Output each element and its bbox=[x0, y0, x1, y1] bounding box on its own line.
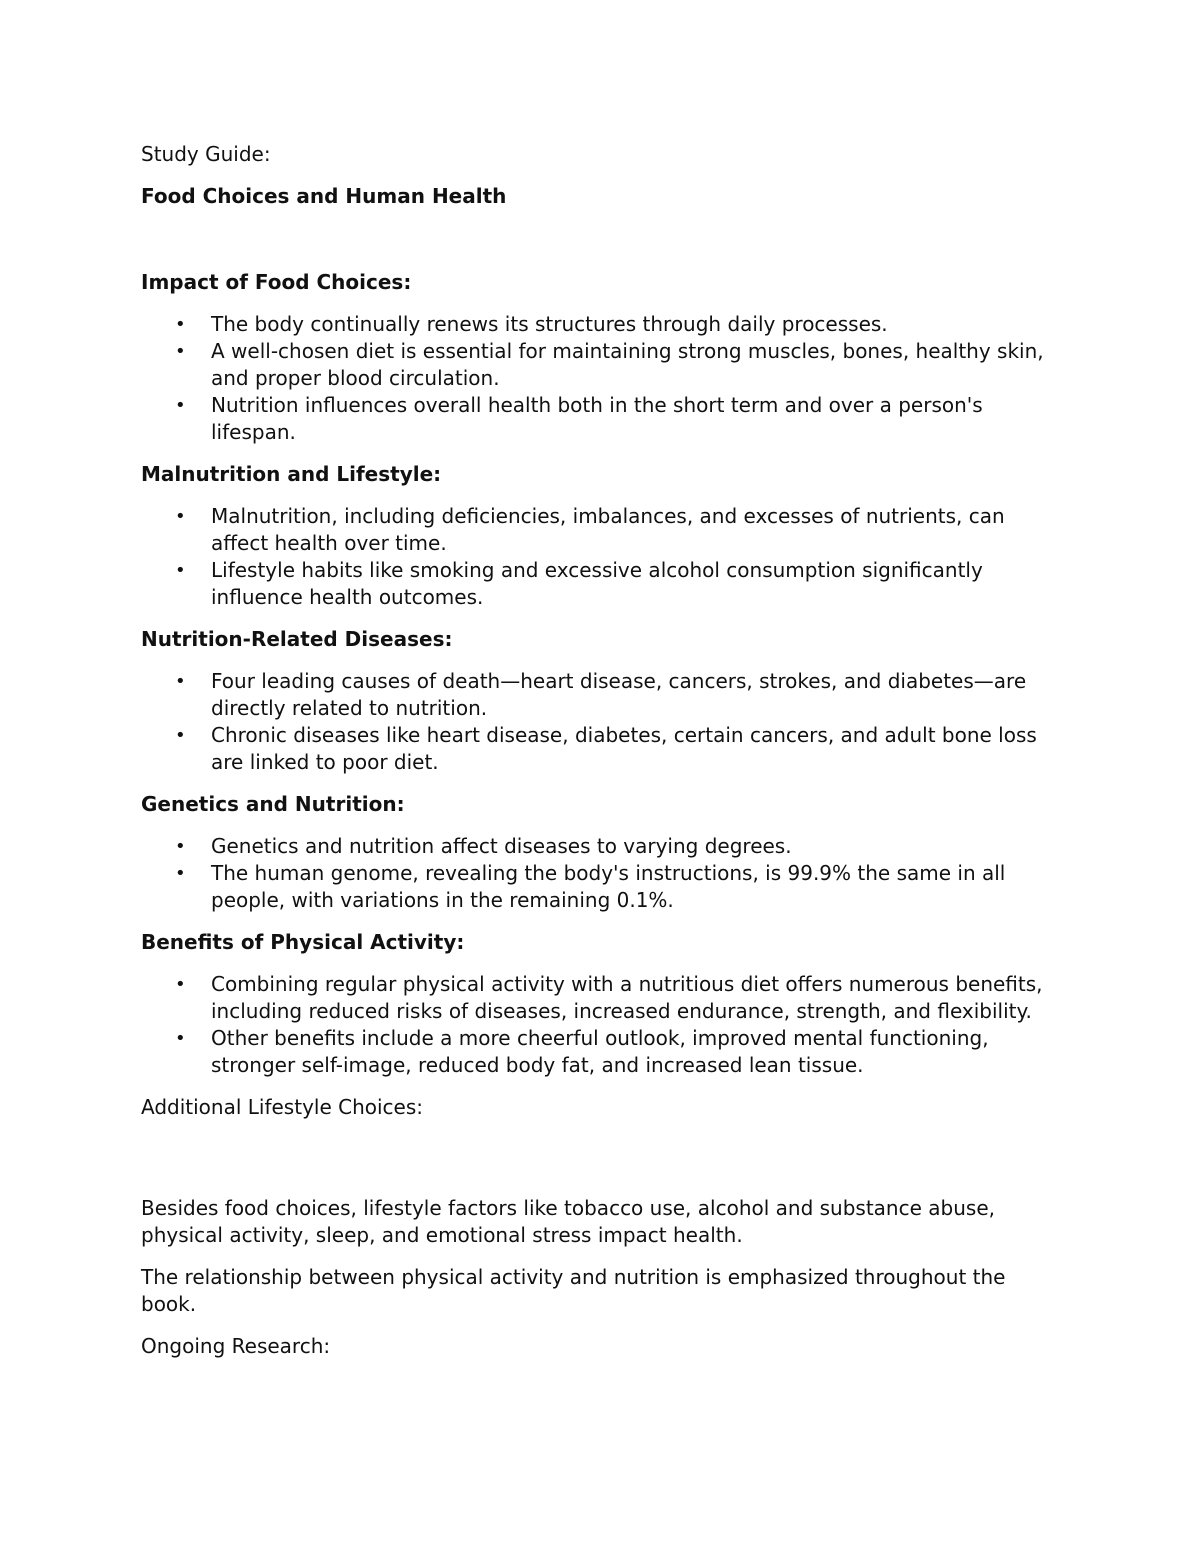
section-heading-physical-activity: Benefits of Physical Activity: bbox=[141, 930, 465, 954]
pre-title: Study Guide: bbox=[141, 142, 271, 166]
paragraph: Besides food choices, lifestyle factors like tobacco use, alcohol and substance abuse, physical activity, sleep, and emotional stress impact health. bbox=[141, 1196, 995, 1247]
list-item bbox=[141, 311, 1061, 338]
list-item-text: Genetics and nutrition affect diseases to varying degrees. bbox=[211, 834, 792, 858]
bullet-list-impact bbox=[141, 311, 1061, 446]
bullet-icon: • bbox=[175, 836, 186, 857]
bullet-list-physical-activity bbox=[141, 971, 1061, 1079]
list-item bbox=[141, 833, 1061, 860]
bullet-icon: • bbox=[175, 506, 186, 527]
additional-lifestyle-heading: Additional Lifestyle Choices: bbox=[141, 1095, 424, 1119]
bullet-icon: • bbox=[175, 395, 186, 416]
list-item-text: Four leading causes of death—heart disease, cancers, strokes, and diabetes—are directly related to nutrition. bbox=[211, 669, 1027, 720]
bullet-list-genetics bbox=[141, 833, 1061, 914]
bullet-icon: • bbox=[175, 560, 186, 581]
list-item bbox=[141, 971, 1061, 1025]
spacer bbox=[141, 210, 1061, 269]
bullet-icon: • bbox=[175, 1028, 186, 1049]
bullet-icon: • bbox=[175, 725, 186, 746]
section-heading-malnutrition: Malnutrition and Lifestyle: bbox=[141, 462, 442, 486]
ongoing-research-heading: Ongoing Research: bbox=[141, 1334, 331, 1358]
list-item bbox=[141, 1025, 1061, 1079]
list-item bbox=[141, 392, 1061, 446]
spacer bbox=[141, 1136, 1061, 1195]
list-item-text: A well-chosen diet is essential for maintaining strong muscles, bones, healthy skin, and proper blood circulation. bbox=[211, 339, 1044, 390]
list-item bbox=[141, 503, 1061, 557]
list-item bbox=[141, 557, 1061, 611]
bullet-icon: • bbox=[175, 974, 186, 995]
bullet-icon: • bbox=[175, 341, 186, 362]
list-item-text: Malnutrition, including deficiencies, imbalances, and excesses of nutrients, can affect health over time. bbox=[211, 504, 1005, 555]
list-item bbox=[141, 338, 1061, 392]
section-heading-impact: Impact of Food Choices: bbox=[141, 270, 412, 294]
list-item-text: Nutrition influences overall health both in the short term and over a person's lifespan. bbox=[211, 393, 983, 444]
list-item-text: Chronic diseases like heart disease, diabetes, certain cancers, and adult bone loss are linked to poor diet. bbox=[211, 723, 1037, 774]
list-item-text: Combining regular physical activity with a nutritious diet offers numerous benefits, including reduced risks of diseases, increased endurance, strength, and flexibility. bbox=[211, 972, 1043, 1023]
list-item bbox=[141, 860, 1061, 914]
bullet-list-malnutrition bbox=[141, 503, 1061, 611]
list-item bbox=[141, 722, 1061, 776]
bullet-icon: • bbox=[175, 863, 186, 884]
list-item bbox=[141, 668, 1061, 722]
bullet-icon: • bbox=[175, 314, 186, 335]
section-heading-diseases: Nutrition-Related Diseases: bbox=[141, 627, 453, 651]
paragraph: The relationship between physical activity and nutrition is emphasized throughout the book. bbox=[141, 1265, 1006, 1316]
bullet-list-diseases bbox=[141, 668, 1061, 776]
list-item-text: Lifestyle habits like smoking and excessive alcohol consumption significantly influence health outcomes. bbox=[211, 558, 983, 609]
bullet-icon: • bbox=[175, 671, 186, 692]
list-item-text: Other benefits include a more cheerful outlook, improved mental functioning, stronger self-image, reduced body fat, and increased lean tissue. bbox=[211, 1026, 989, 1077]
list-item-text: The body continually renews its structures through daily processes. bbox=[211, 312, 888, 336]
list-item-text: The human genome, revealing the body's instructions, is 99.9% the same in all people, with variations in the remaining 0.1%. bbox=[211, 861, 1006, 912]
document-title: Food Choices and Human Health bbox=[141, 184, 507, 208]
section-heading-genetics: Genetics and Nutrition: bbox=[141, 792, 405, 816]
document-page bbox=[141, 141, 1061, 1375]
